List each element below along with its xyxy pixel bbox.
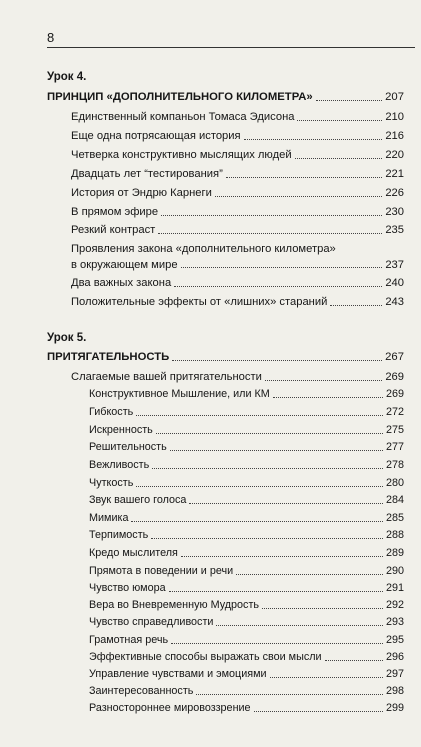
dot-leader — [330, 304, 382, 306]
toc-entry — [71, 128, 404, 143]
dot-leader — [265, 379, 382, 381]
toc-entry-page: 269 — [385, 371, 404, 383]
lesson-5-title — [47, 349, 404, 364]
toc-entry-label: Чуткость — [89, 477, 134, 489]
toc-entry-label: В прямом эфире — [71, 206, 159, 218]
toc-subentry — [89, 632, 404, 647]
toc-entry-page: 269 — [385, 388, 404, 400]
toc-entry-page: 285 — [385, 512, 404, 524]
toc-entry-label: Звук вашего голоса — [89, 494, 187, 506]
toc-entry — [71, 204, 404, 219]
dot-leader — [131, 520, 383, 522]
toc-entry — [71, 109, 404, 124]
toc-entry-page: 280 — [385, 477, 404, 489]
toc-entry-label: Искренность — [89, 424, 153, 436]
toc-subentry — [89, 457, 404, 472]
toc-entry-label-line1: Проявления закона «дополнительного километра» — [71, 243, 336, 255]
toc-entry-page: 291 — [385, 582, 404, 594]
toc-entry-page: 210 — [385, 111, 404, 123]
toc-entry — [71, 222, 404, 237]
dot-leader — [189, 502, 383, 504]
toc-subentry — [89, 666, 404, 681]
dot-leader — [161, 214, 382, 216]
toc-entry-label: Положительные эффекты от «лишних» стараний — [71, 296, 328, 308]
toc-subentry — [89, 700, 404, 715]
toc-entry — [71, 147, 404, 162]
dot-leader — [226, 176, 383, 178]
dot-leader — [169, 590, 383, 592]
dot-leader — [158, 232, 382, 234]
dot-leader — [262, 607, 383, 609]
dot-leader — [270, 676, 383, 678]
dot-leader — [151, 537, 383, 539]
toc-subentry — [89, 386, 404, 401]
toc-entry-label: ПРИТЯГАТЕЛЬНОСТЬ — [47, 351, 170, 363]
dot-leader — [181, 266, 383, 268]
dot-leader — [171, 642, 383, 644]
toc-entry-label: Прямота в поведении и речи — [89, 565, 234, 577]
lesson-4-label: Урок 4. — [47, 71, 87, 83]
toc-entry-page: 226 — [385, 187, 404, 199]
toc-entry-label: Гибкость — [89, 406, 134, 418]
toc-entry — [71, 166, 404, 181]
toc-entry-page: 216 — [385, 130, 404, 142]
toc-entry-page: 207 — [385, 91, 404, 103]
dot-leader — [273, 396, 383, 398]
toc-entry-label: Управление чувствами и эмоциями — [89, 668, 267, 680]
toc-entry-page: 221 — [385, 168, 404, 180]
dot-leader — [215, 195, 382, 197]
lesson-5-label: Урок 5. — [47, 332, 87, 344]
dot-leader — [196, 693, 383, 695]
toc-entry-label: Эффективные способы выражать свои мысли — [89, 651, 322, 663]
toc-subentry — [89, 580, 404, 595]
toc-subentry — [89, 510, 404, 525]
dot-leader — [316, 99, 382, 101]
toc-entry — [71, 185, 404, 200]
toc-entry-label: Вежливость — [89, 459, 150, 471]
toc-subentry — [89, 439, 404, 454]
lesson-4-title — [47, 89, 404, 104]
toc-subentry — [89, 475, 404, 490]
toc-entry-label-line2: в окружающем мире — [71, 259, 178, 271]
toc-entry-page: 292 — [385, 599, 404, 611]
toc-entry-page: 284 — [385, 494, 404, 506]
dot-leader — [152, 467, 383, 469]
toc-entry-page: 296 — [385, 651, 404, 663]
dot-leader — [216, 624, 383, 626]
dot-leader — [136, 414, 383, 416]
dot-leader — [170, 449, 383, 451]
toc-entry-label: Слагаемые вашей притягательности — [71, 371, 262, 383]
header-rule — [47, 47, 415, 48]
dot-leader — [174, 285, 382, 287]
toc-entry-label: Терпимость — [89, 529, 149, 541]
dot-leader — [297, 119, 382, 121]
toc-subentry — [89, 683, 404, 698]
dot-leader — [136, 485, 383, 487]
toc-entry-label: Разностороннее мировоззрение — [89, 702, 251, 714]
toc-entry-page: 277 — [385, 441, 404, 453]
dot-leader — [325, 659, 383, 661]
dot-leader — [181, 555, 383, 557]
toc-entry-page: 272 — [385, 406, 404, 418]
toc-entry-page: 295 — [385, 634, 404, 646]
toc-entry-label: Заинтересованность — [89, 685, 194, 697]
toc-entry-label: Кредо мыслителя — [89, 547, 178, 559]
toc-entry-label: Конструктивное Мышление, или КМ — [89, 388, 270, 400]
toc-entry-page: 220 — [385, 149, 404, 161]
toc-entry-label: Единственный компаньон Томаса Эдисона — [71, 111, 295, 123]
toc-subentry — [89, 614, 404, 629]
toc-entry-page: 237 — [385, 259, 404, 271]
toc-entry-label: Резкий контраст — [71, 224, 156, 236]
toc-entry-page: 293 — [385, 616, 404, 628]
toc-entry-label: Четверка конструктивно мыслящих людей — [71, 149, 292, 161]
toc-entry-page: 298 — [385, 685, 404, 697]
toc-entry-page: 275 — [385, 424, 404, 436]
toc-subentry — [89, 492, 404, 507]
toc-entry-page: 289 — [385, 547, 404, 559]
toc-entry-label: Еще одна потрясающая история — [71, 130, 241, 142]
toc-entry-label: Двадцать лет “тестирования” — [71, 168, 223, 180]
toc-entry-page: 267 — [385, 351, 404, 363]
toc-entry-page: 297 — [385, 668, 404, 680]
toc-entry-label: Вера во Вневременную Мудрость — [89, 599, 260, 611]
toc-entry-multiline — [71, 240, 404, 271]
dot-leader — [244, 138, 383, 140]
dot-leader — [295, 157, 383, 159]
toc-entry — [71, 275, 404, 290]
toc-entry-label: Мимика — [89, 512, 129, 524]
toc-entry-label: Решительность — [89, 441, 167, 453]
dot-leader — [254, 710, 383, 712]
toc-entry — [71, 369, 404, 384]
toc-entry — [71, 294, 404, 309]
toc-entry-page: 240 — [385, 277, 404, 289]
toc-entry-label: Чувство юмора — [89, 582, 166, 594]
toc-subentry — [89, 422, 404, 437]
toc-entry-page: 235 — [385, 224, 404, 236]
dot-leader — [172, 359, 382, 361]
toc-subentry — [89, 404, 404, 419]
toc-subentry — [89, 563, 404, 578]
toc-entry-page: 288 — [385, 529, 404, 541]
toc-subentry — [89, 649, 404, 664]
toc-subentry — [89, 545, 404, 560]
toc-entry-page: 230 — [385, 206, 404, 218]
toc-entry-label: Грамотная речь — [89, 634, 169, 646]
toc-subentry — [89, 527, 404, 542]
toc-entry-page: 299 — [385, 702, 404, 714]
toc-entry-label: Чувство справедливости — [89, 616, 214, 628]
toc-entry-page: 278 — [385, 459, 404, 471]
toc-entry-label: ПРИНЦИП «ДОПОЛНИТЕЛЬНОГО КИЛОМЕТРА» — [47, 91, 313, 103]
toc-subentry — [89, 597, 404, 612]
toc-entry-label: История от Эндрю Карнеги — [71, 187, 212, 199]
dot-leader — [156, 432, 383, 434]
toc-entry-page: 290 — [385, 565, 404, 577]
dot-leader — [236, 573, 383, 575]
page-number: 8 — [47, 30, 55, 45]
toc-entry-page: 243 — [385, 296, 404, 308]
toc-entry-label: Два важных закона — [71, 277, 172, 289]
